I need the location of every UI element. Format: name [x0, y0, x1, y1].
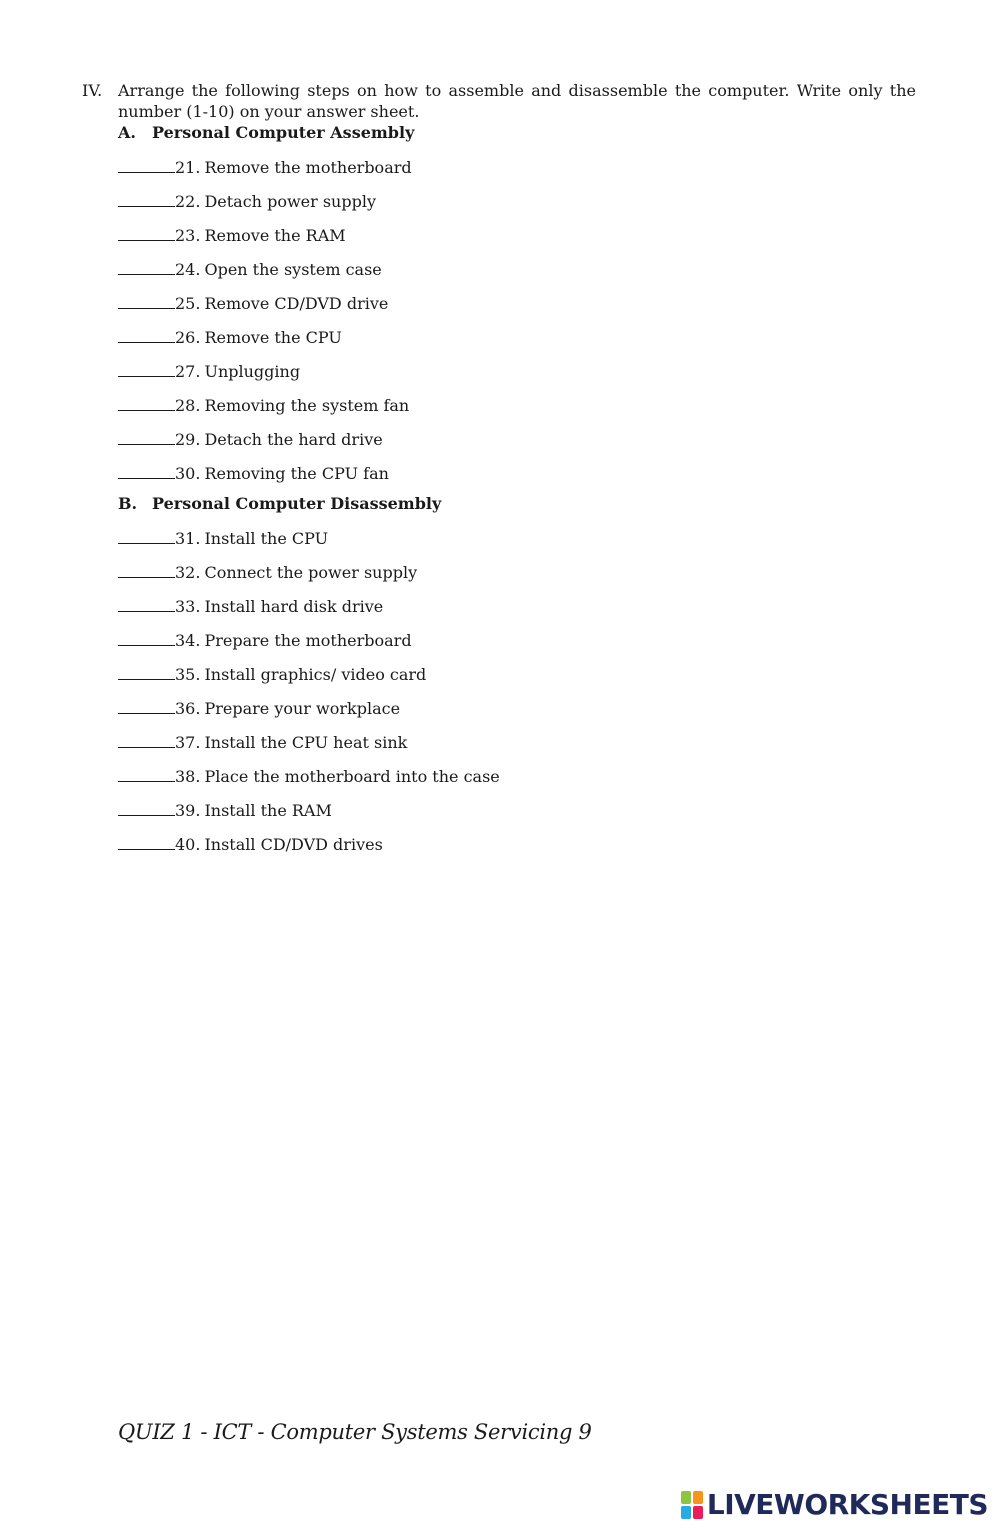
list-item: [118, 663, 500, 697]
item-text: Detach power supply: [204, 192, 376, 211]
list-item: [118, 833, 500, 867]
list-item: [118, 326, 414, 360]
list-item: [118, 292, 414, 326]
answer-blank[interactable]: [118, 462, 175, 479]
item-text: Removing the system fan: [204, 396, 410, 415]
item-number: 37.: [175, 733, 201, 752]
item-number: 35.: [175, 665, 201, 684]
item-number: 31.: [175, 529, 201, 548]
list-item: [118, 360, 414, 394]
brand-logo[interactable]: [681, 1488, 988, 1521]
answer-blank[interactable]: [118, 190, 175, 207]
section-letter: B.: [118, 494, 138, 513]
answer-blank[interactable]: [118, 156, 175, 173]
item-number: 24.: [175, 260, 201, 279]
liveworksheets-logo-icon: [681, 1491, 703, 1519]
list-item: [118, 156, 414, 190]
item-number: 21.: [175, 158, 201, 177]
list-item: [118, 697, 500, 731]
item-number: 23.: [175, 226, 201, 245]
answer-blank[interactable]: [118, 292, 175, 309]
list-item: [118, 394, 414, 428]
answer-blank[interactable]: [118, 765, 175, 782]
item-text: Unplugging: [204, 362, 301, 381]
list-item: [118, 258, 414, 292]
item-text: Install the CPU: [204, 529, 329, 548]
answer-blank[interactable]: [118, 595, 175, 612]
item-number: 28.: [175, 396, 201, 415]
item-text: Prepare your workplace: [204, 699, 401, 718]
answer-blank[interactable]: [118, 561, 175, 578]
instruction-text: Arrange the following steps on how to assemble and disassemble the computer. Write only the number (1-10) on your answer sheet.: [118, 81, 916, 121]
item-number: 25.: [175, 294, 201, 313]
section-heading: Personal Computer Disassembly: [152, 494, 442, 513]
answer-blank[interactable]: [118, 697, 175, 714]
item-number: 32.: [175, 563, 201, 582]
item-number: 34.: [175, 631, 201, 650]
item-text: Install CD/DVD drives: [204, 835, 383, 854]
section-title: [118, 493, 500, 515]
item-text: Install the RAM: [204, 801, 332, 820]
answer-blank[interactable]: [118, 360, 175, 377]
item-text: Install hard disk drive: [204, 597, 384, 616]
list-item: [118, 561, 500, 595]
answer-blank[interactable]: [118, 326, 175, 343]
brand-name: LIVEWORKSHEETS: [706, 1488, 988, 1521]
item-text: Install the CPU heat sink: [204, 733, 408, 752]
item-text: Open the system case: [204, 260, 382, 279]
answer-blank[interactable]: [118, 663, 175, 680]
list-item: [118, 527, 500, 561]
item-number: 33.: [175, 597, 201, 616]
item-text: Detach the hard drive: [204, 430, 383, 449]
item-text: Install graphics/ video card: [204, 665, 427, 684]
item-number: 29.: [175, 430, 201, 449]
item-number: 22.: [175, 192, 201, 211]
item-text: Remove CD/DVD drive: [204, 294, 389, 313]
list-item: [118, 799, 500, 833]
section-heading: Personal Computer Assembly: [152, 123, 415, 142]
answer-blank[interactable]: [118, 799, 175, 816]
answer-blank[interactable]: [118, 629, 175, 646]
logo-tile: [693, 1506, 703, 1519]
list-item: [118, 190, 414, 224]
item-number: 38.: [175, 767, 201, 786]
logo-tile: [681, 1506, 691, 1519]
answer-blank[interactable]: [118, 258, 175, 275]
list-item: [118, 629, 500, 663]
item-number: 40.: [175, 835, 201, 854]
answer-blank[interactable]: [118, 731, 175, 748]
item-number: 36.: [175, 699, 201, 718]
section-letter: A.: [118, 123, 136, 142]
logo-tile: [693, 1491, 703, 1504]
item-text: Prepare the motherboard: [204, 631, 412, 650]
answer-blank[interactable]: [118, 224, 175, 241]
footer-title: QUIZ 1 - ICT - Computer Systems Servicing 9: [118, 1420, 592, 1444]
list-item: [118, 765, 500, 799]
answer-blank[interactable]: [118, 527, 175, 544]
item-text: Place the motherboard into the case: [204, 767, 500, 786]
item-text: Remove the RAM: [204, 226, 346, 245]
list-item: [118, 595, 500, 629]
instruction-numeral: IV.: [82, 81, 103, 100]
section-title: [118, 122, 414, 144]
answer-blank[interactable]: [118, 394, 175, 411]
section-items: [118, 527, 500, 867]
item-number: 26.: [175, 328, 201, 347]
section-disassembly: [118, 493, 500, 867]
item-text: Remove the CPU: [204, 328, 342, 347]
list-item: [118, 462, 414, 496]
answer-blank[interactable]: [118, 428, 175, 445]
section-assembly: [118, 122, 414, 496]
instruction-block: [82, 80, 916, 122]
answer-blank[interactable]: [118, 833, 175, 850]
list-item: [118, 224, 414, 258]
section-items: [118, 156, 414, 496]
item-number: 30.: [175, 464, 201, 483]
item-text: Removing the CPU fan: [204, 464, 389, 483]
item-number: 39.: [175, 801, 201, 820]
list-item: [118, 731, 500, 765]
item-text: Remove the motherboard: [204, 158, 412, 177]
item-number: 27.: [175, 362, 201, 381]
logo-tile: [681, 1491, 691, 1504]
item-text: Connect the power supply: [204, 563, 418, 582]
list-item: [118, 428, 414, 462]
